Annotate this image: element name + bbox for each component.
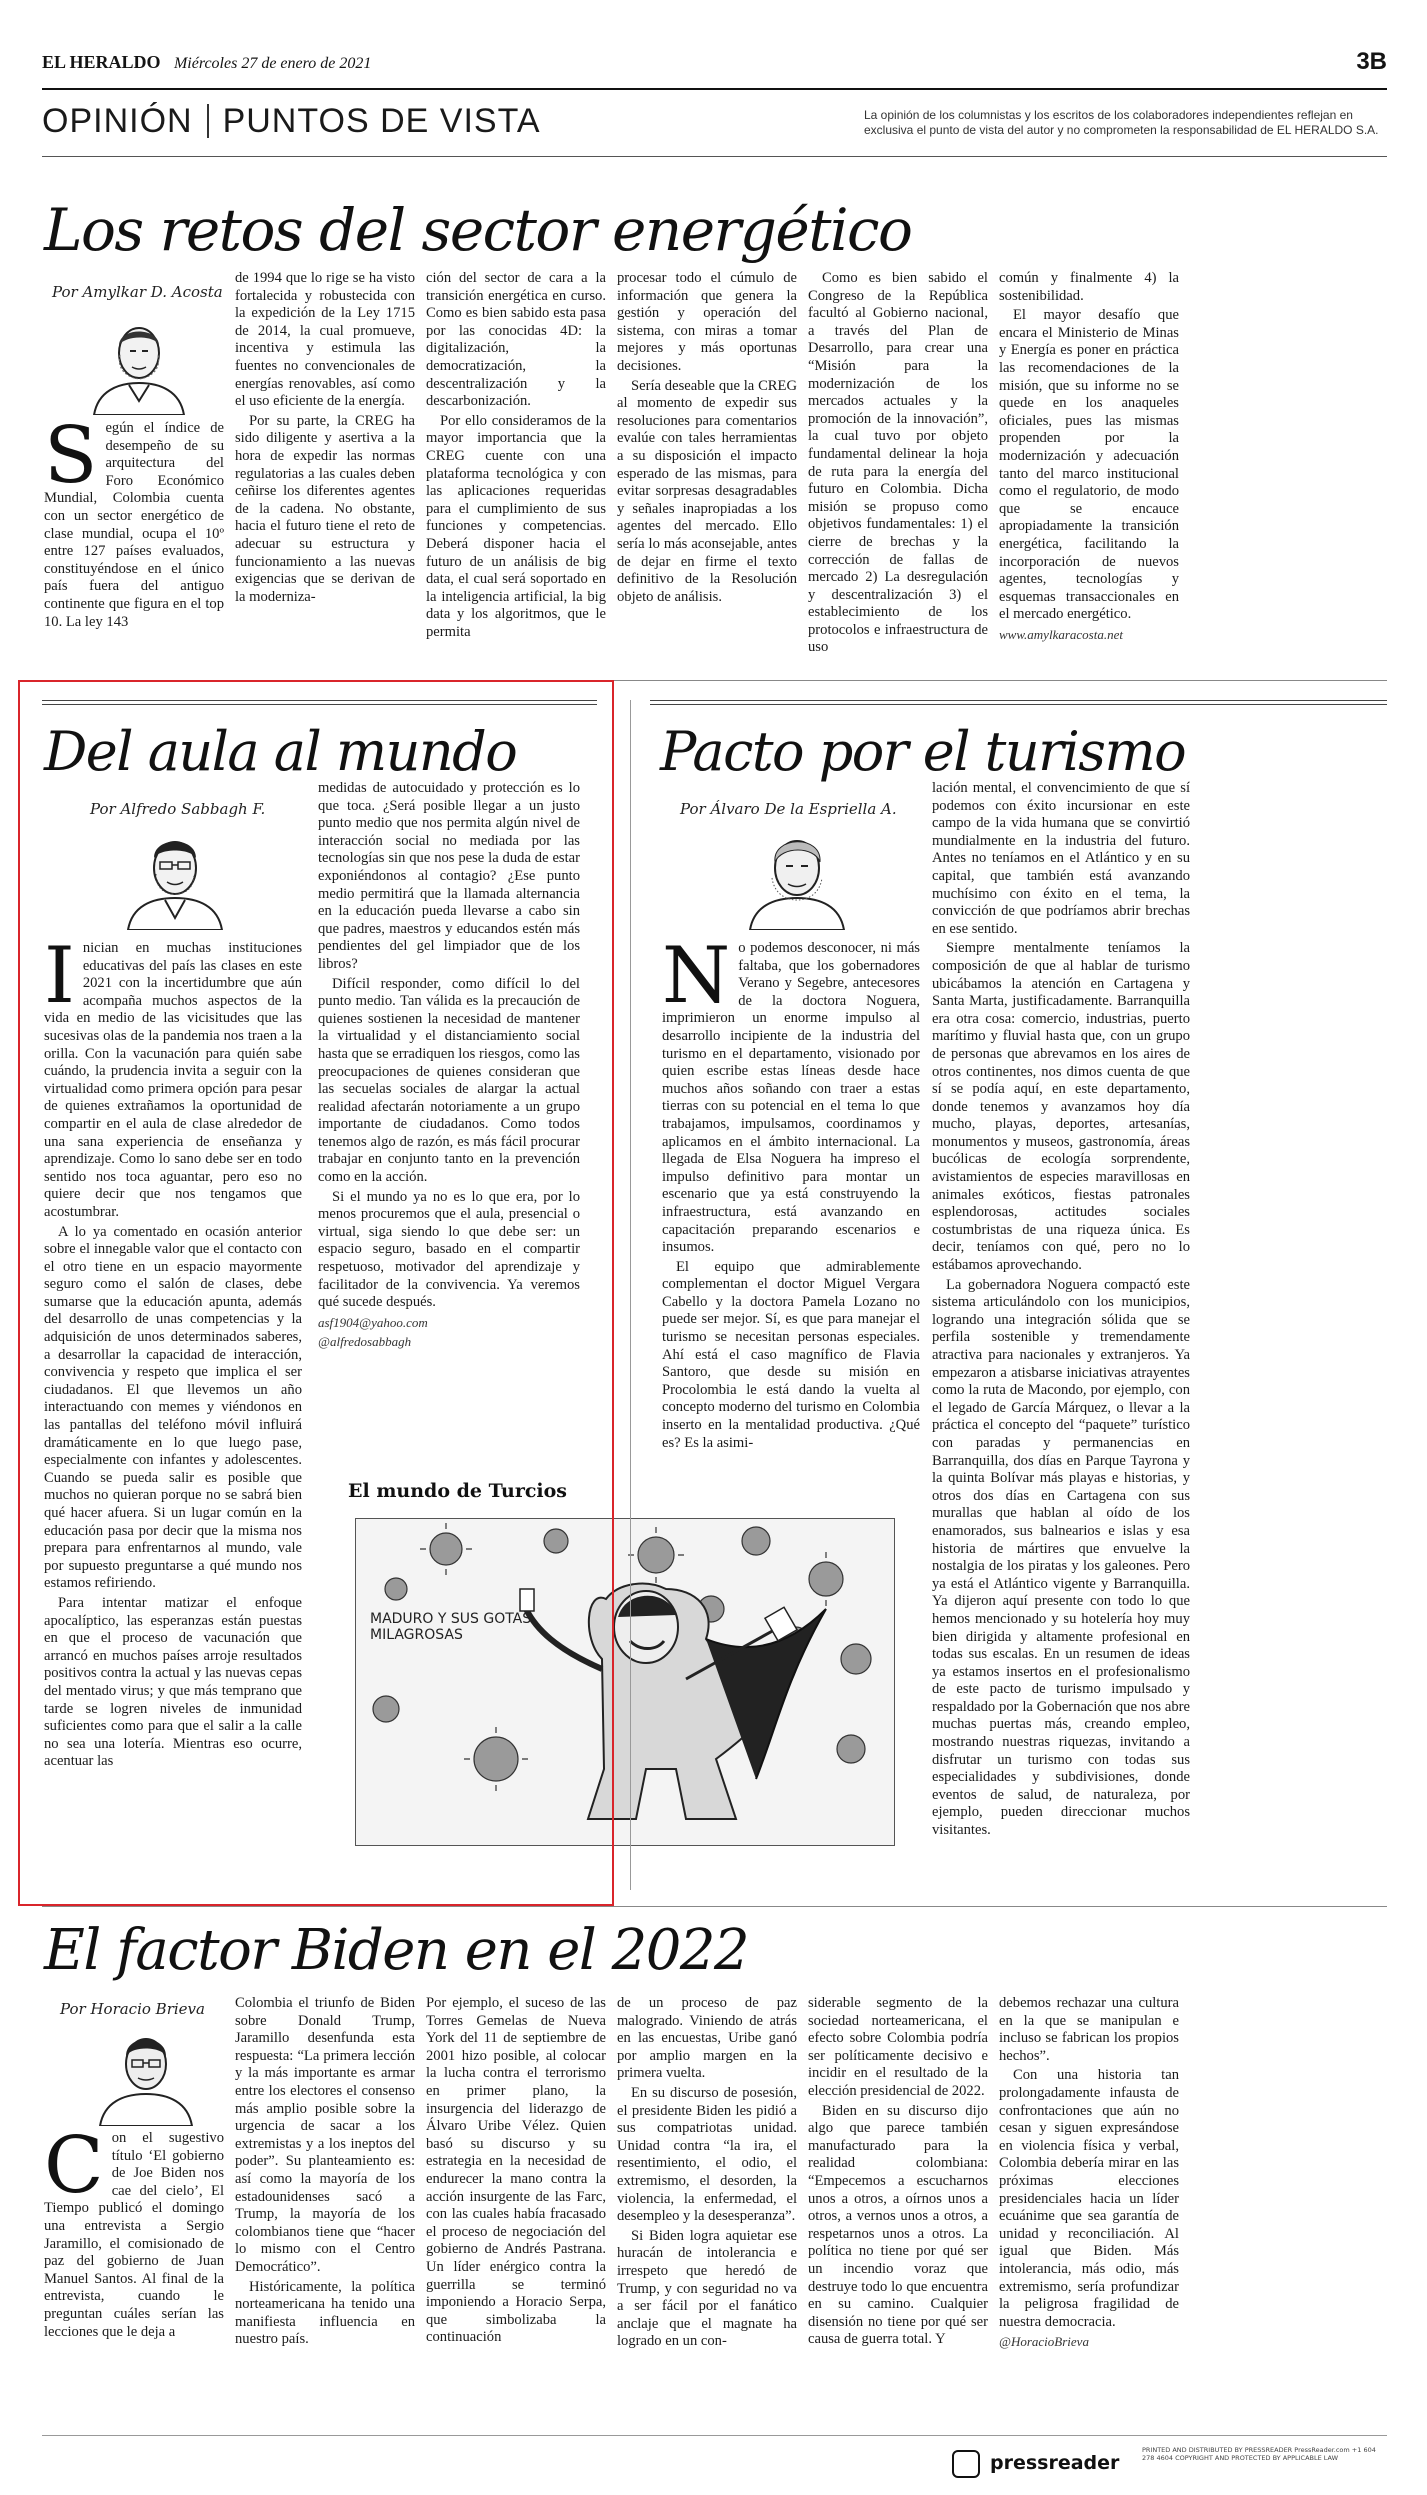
article1-paragraph: Como es bien sabido el Congreso de la República facultó al Gobierno nacional, a través del Plan de Desarrollo, para crear una “Misión para la modernización de los mercados actuales y la promoción de la innovación”, la cual tuvo por objeto fundamental delinear la hoja de ruta para la energía del futuro en Colombia. Dicha misión se propuso como objetivos fundamentales: 1) el cierre de brechas y la corrección de fallas de mercado 2) La desregulación y descentralización 3) el establecimiento de los protocolos e infraestructura de uso <box>808 270 988 656</box>
section-bar <box>42 102 541 146</box>
article1-paragraph: procesar todo el cúmulo de información que genera la gestión y operación del sistema, con miras a tomar mejores y más oportunas decisiones. <box>617 270 797 374</box>
article4-column-6 <box>999 1995 1179 2425</box>
article1-column-2 <box>235 270 415 660</box>
row-divider-2 <box>42 1906 1387 1907</box>
article3-column-2 <box>932 780 1190 1890</box>
article3-top-rule <box>650 700 1387 705</box>
article2-paragraph: Para intentar matizar el enfoque apocalíptico, las esperanzas están puestas en que el proceso de vacunación que arrancó en muchos países arroje resultados positivos contra la actual y las nuevas cepas del mentado virus; y que más temprano que tarde se logren niveles de inmunidad suficientes como para que el salir a la calle no sea una lotería. Mientras eso ocurre, acentuar las <box>44 1594 302 1770</box>
article4-column-2 <box>235 1995 415 2425</box>
article4-signature: @HoracioBrieva <box>999 2334 1089 2350</box>
article4-paragraph: Históricamente, la política norteamericana ha tenido una manifiesta influencia en nuestro país. <box>235 2278 415 2348</box>
article1-byline: Por Amylkar D. Acosta <box>52 283 223 301</box>
article2-dropcap: I <box>44 940 75 1021</box>
section-separator <box>207 104 209 138</box>
article4-byline: Por Horacio Brieva <box>60 2000 205 2018</box>
masthead <box>42 48 1387 78</box>
author-portrait-brieva <box>94 2018 198 2126</box>
article1-paragraph: común y finalmente 4) la sostenibilidad. <box>999 270 1179 304</box>
author-portrait-espriella <box>742 818 852 930</box>
article4-text: on el sugestivo título ‘El gobierno de Joe Biden nos cae del cielo’, El Tiempo publicó el domingo una entrevista a Sergio Jaramillo, el comisionado de paz del gobierno de Juan Manuel Santos. Al final de la entrevista, cuando le preguntan cuáles serían las lecciones que le deja a <box>44 2130 224 2340</box>
article4-paragraph: Biden en su discurso dijo algo que parece también manufacturado para la realidad colombiana: “Empecemos a escucharnos unos a otros, a oírnos unos a otros, a vernos unos a otros, a respetarnos unos a otros. La política no tiene por qué ser un incendio voraz que destruye todo lo que encuentra en su camino. Cualquier disensión no tiene por qué ser causa de guerra total. Y <box>808 2102 988 2348</box>
article4-dropcap: C <box>44 2130 104 2211</box>
article4-paragraph: debemos rechazar una cultura en la que se manipulan e incluso se fabrican los propios hechos”. <box>999 1995 1179 2064</box>
article1-column-4 <box>617 270 797 660</box>
article1-dropcap: S <box>44 420 98 501</box>
article2-paragraph: A lo ya comentado en ocasión anterior sobre el innegable valor que el contacto con el otro tiene en un espacio mayormente seguro como el salón de clases, debe sumarse que la educación apunta, además del desarrollo de unas competencias y la adquisición de unos determinados saberes, a desarrollar la capacidad de interacción, convivencia y respeto que implica el ser ciudadanos. El que llevemos un año interactuando con memes y viéndonos en las pantallas del teléfono móvil influirá dramáticamente en lo que luego pase, especialmente con infantes y adolescentes. Cuando se pueda salir es posible que muchos no quieran porque no se sabrá bien qué hacer afuera. Si un lugar común en la educación pasa por decir que la misma nos prepara para enfrentarnos al mundo, vale por supuesto preguntarse a qué mundo nos estamos refiriendo. <box>44 1223 302 1592</box>
article1-column-6 <box>999 270 1179 660</box>
article3-paragraph: Siempre mentalmente teníamos la composición de que al hablar de turismo ubicábamos la atención en Cartagena y Santa Marta, justificadamente. Barranquilla era otra cosa: comercio, industrias, puerto marítimo y fluvial hasta que, con un grupo de personas que abrevamos en los aires de otros continentes, nos dimos cuenta de que sí se podía aquí, en este departamento, donde tenemos y avanzamos hoy día mucho, playas, deportes, artesanías, monumentos y museos, gastronomía, áreas bucólicas de ecología sorprendente, avistamientos de especies maravillosas en animales exóticos, fiestas patronales esplendorosas, actitudes sociales costumbristas de una riqueza única. Es decir, teníamos con qué, pero no lo estábamos aprovechando. <box>932 940 1190 1274</box>
article1-paragraph: ción del sector de cara a la transición energética en curso. Como es bien sabido esta pasa por las conocidas 4D: la digitalización, la democratización, la descentralización y la descarbonización. <box>426 270 606 410</box>
article4-column-1 <box>44 2130 224 2425</box>
highlight-box <box>18 680 614 1906</box>
article2-text: nician en muchas instituciones educativas del país las clases en este 2021 con la incertidumbre que aún acompaña muchos aspectos de la vida en medio de las vicisitudes que las sucesivas olas de la pandemia nos traen a la orilla. Con la vacunación para quién sabe cuándo, la prudencia invita a seguir con la virtualidad como primera opción para pesar de quienes extrañamos la oportunidad de compartir en el aula de clase alrededor de una sana experiencia de enseñanza y aprendizaje. Como lo sano debe ser en todo sentido nos toca aguantar, pero eso no quiere decir que nos tengamos que acostumbrar. <box>44 940 302 1220</box>
article1-column-5 <box>808 270 988 660</box>
article3-paragraph: lación mental, el convencimiento de que sí podemos con éxito incursionar en este campo de la vida humana que se convirtió mundialmente en la industria del futuro. Antes no teníamos en el Atlántico y en su capital, que también está avanzando muchísimo con éxito en el tema, la convicción de que podríamos abrir brechas en ese sentido. <box>932 780 1190 937</box>
issue-date: Miércoles 27 de enero de 2021 <box>173 55 372 72</box>
article4-paragraph: Colombia el triunfo de Biden sobre Donald Trump, Jaramillo desenfunda esta respuesta: “La primera lección y la más importante es armar entre los electores el consenso más amplio posible sobre la urgencia de sacar a los extremistas y a los ineptos del poder”. Su planteamiento es: así como la mayoría de los estadounidenses sacó a Trump, la mayoría de los colombianos tiene que “hacer lo mismo con el Centro Democrático”. <box>235 1995 415 2275</box>
article4-column-5 <box>808 1995 988 2425</box>
cartoon-title: El mundo de Turcios <box>348 1480 567 1502</box>
article1-text: egún el índice de desempeño de su arquitectura del Foro Económico Mundial, Colombia cuenta con un sector energético de clase mundial, ocupa el 10º entre 127 países evaluados, constituyéndose en el único país fuera del antiguo continente que figura en el top 10. La ley 143 <box>44 420 224 630</box>
article2-paragraph: Si el mundo ya no es lo que era, por lo menos procuremos que el aula, presencial o virtual, siga siendo lo que debe ser: un espacio seguro, basado en el compartir respetuoso, motivador del aprendizaje y facilitador de la convivencia. Ya veremos qué sucede después. <box>318 1188 580 1311</box>
article2-byline: Por Alfredo Sabbagh F. <box>90 800 266 818</box>
article2-paragraph: medidas de autocuidado y protección es lo que toca. ¿Será posible llegar a un justo punto medio que nos permita algún nivel de interacción social no mediada por las tecnologías sin que nos pese la duda de estar exponiéndonos al contagio? ¿Ese punto medio permitirá que la llamada alternancia en la educación pueda llevarse a cabo sin que padres, maestros y educandos estén más pendientes del gel limpiador que de los libros? <box>318 780 580 972</box>
article1-paragraph: Por su parte, la CREG ha sido diligente y asertiva a la hora de expedir las normas regulatorias a las cuales deben ceñirse los diferentes agentes de la cadena. No obstante, hacia el futuro tiene el reto de adecuar su estructura y funcionamiento a las nuevas exigencias que se derivan de la moderniza- <box>235 412 415 605</box>
article1-column-1 <box>44 420 224 660</box>
editorial-disclaimer: La opinión de los columnistas y los escritos de los colaboradores independientes reflejan en exclusiva el punto de vista del autor y no comprometen la responsabilidad de EL HERALDO S.A. <box>864 108 1379 137</box>
article4-column-4 <box>617 1995 797 2425</box>
article1-paragraph: Por ello consideramos de la mayor importancia que la CREG cuente con una plataforma tecnológica y con las aplicaciones requeridas para el cumplimiento de sus funciones y competencias. Deberá disponer hacia el futuro de un análisis de big data, el cual será soportado en la inteligencia artificial, la big data y los algoritmos, que le permita <box>426 412 606 640</box>
article1-paragraph: Sería deseable que la CREG al momento de expedir sus resoluciones para comentarios evalúe con tales herramientas a su disposición el impacto esperado de las mismas, para evitar sorpresas desagradables y señales inapropiadas a los agentes del mercado. Ello sería lo más aconsejable, antes de dejar en firme el texto definitivo de la Resolución objeto de análisis. <box>617 377 797 605</box>
pressreader-logo-icon <box>952 2450 980 2478</box>
section-name: OPINIÓN <box>42 102 193 140</box>
article1-paragraph: El mayor desafío que encara el Ministerio de Minas y Energía es poner en práctica las recomendaciones de la misión, que su informe no se quede en los anaqueles oficiales, pues las mismas propenden por la modernización y adecuación tanto del marco institucional como el regulatorio, de modo que se encauce apropiadamente la transición energética, facilitando la incorporación de nuevos agentes, tecnologías y esquemas transaccionales en el mercado energético. <box>999 307 1179 623</box>
column-divider <box>630 700 631 1890</box>
article4-paragraph: En su discurso de posesión, el presidente Biden les pidió a sus compatriotas unidad. Unidad contra “la ira, el resentimiento, el odio, el extremismo, el desorden, la violencia, la enfermedad, el desempleo y la desesperanza”. <box>617 2084 797 2225</box>
article2-signature-email: asf1904@yahoo.com <box>318 1314 428 1330</box>
article1-headline: Los retos del sector energético <box>44 196 912 264</box>
article4-paragraph: Por ejemplo, el suceso de las Torres Gemelas de Nueva York del 11 de septiembre de 2001 hizo posible, al colocar la lucha contra el terrorismo en primer plano, la insurgencia del liderazgo de Álvaro Uribe Vélez. Quien basó su discurso y su estrategia en la necesidad de endurecer la mano contra la acción insurgente de las Farc, con las cuales había fracasado el proceso de negociación del gobierno de Andrés Pastrana. Un líder enérgico contra la guerrilla se terminó imponiendo a Horacio Serpa, que simbolizaba la continuación <box>426 1995 606 2346</box>
page-number: 3B <box>1356 48 1387 75</box>
article4-paragraph: de un proceso de paz malogrado. Viniendo de atrás en las encuestas, Uribe ganó por amplio margen en la primera vuelta. <box>617 1995 797 2082</box>
article4-paragraph: siderable segmento de la sociedad norteamericana, el efecto sobre Colombia podría ser políticamente decisivo e incidir en el resultado de la elección presidencial de 2022. <box>808 1995 988 2099</box>
article3-text: o podemos desconocer, ni más faltaba, que los gobernadores Verano y Segebre, antecesores de la doctora Noguera, imprimieron un enorme impulso al desarrollo incipiente de la industria del turismo en el departamento, visionado por quien escribe estas líneas desde hace muchos años soñando con traer a estas tierras con su potencial en el tema lo que trabajamos, impulsamos, coordinamos y aplicamos en el ámbito internacional. La llegada de Elsa Noguera ha impreso el impulso definitivo para montar un escenario que ya está construyendo la infraestructura, está avanzando en capacitación preparando escenarios e insumos. <box>662 940 920 1256</box>
article4-paragraph: Si Biden logra aquietar ese huracán de intolerancia e irrespeto que heredó de Trump, y con seguridad no va a ser fácil por el fanático anclaje que el magnate ha logrado en un con- <box>617 2227 797 2350</box>
article1-column-3 <box>426 270 606 660</box>
publication-name: EL HERALDO <box>42 52 161 72</box>
article3-headline: Pacto por el turismo <box>660 720 1186 783</box>
footer-rule <box>42 2435 1387 2436</box>
article4-column-3 <box>426 1995 606 2425</box>
subsection-name: PUNTOS DE VISTA <box>222 102 541 140</box>
article3-dropcap: N <box>662 940 731 1021</box>
article4-headline: El factor Biden en el 2022 <box>44 1918 749 1983</box>
article1-paragraph: de 1994 que lo rige se ha visto fortalecida y robustecida con la expedición de la Ley 1715 de 2014, la cual promueve, incentiva y estimula las fuentes no convencionales de energías renovables, así como el uso eficiente de la energía. <box>235 270 415 410</box>
article2-signature-handle: @alfredosabbagh <box>318 1334 412 1350</box>
article2-paragraph: Difícil responder, como difícil lo del punto medio. Tan válida es la precaución de quienes sostienen la necesidad de mantener la virtualidad y el distanciamiento social hasta que se erradiquen los riesgos, como las preocupaciones de quienes consideran que las secuelas sociales de alargar la actual realidad afectarán notoriamente a un grupo importante de ciudadanos. Como todos tenemos algo de razón, es más fácil procurar trabajar en conjunto tanto en la prevención como en la acción. <box>318 975 580 1186</box>
article1-signature: www.amylkaracosta.net <box>999 626 1123 642</box>
masthead-rule <box>42 88 1387 90</box>
article2-headline: Del aula al mundo <box>44 720 517 783</box>
cartoon-caption: MADURO Y SUS GOTAS MILAGROSAS <box>370 1611 532 1643</box>
section-rule <box>42 156 1387 157</box>
article3-byline: Por Álvaro De la Espriella A. <box>680 800 897 818</box>
pressreader-brand: pressreader <box>990 2452 1120 2474</box>
article3-column-1 <box>662 940 920 1885</box>
article4-paragraph: Con una historia tan prolongadamente infausta de confrontaciones que aún no cesan y siguen expresándose en violencia física y verbal, Colombia debería mirar en las próximas elecciones presidenciales hacia un líder ecuánime que sea garantía de unidad y reconciliación. Al igual que Biden. Más intolerancia, más odio, más extremismo, sería profundizar la peligrosa fragilidad de nuestra democracia. <box>999 2067 1179 2330</box>
author-portrait-acosta <box>84 305 194 415</box>
article3-paragraph: El equipo que admirablemente complementan el doctor Miguel Vergara Cabello y la doctora Pamela Lozano no puede ser mejor. Sí, es que para manejar el turismo se necesitan personas especiales. Ahí está el caso magnífico de Flavia Santoro, que desde su misión en Procolombia le está dando la vuelta al concepto moderno del turismo en Colombia inserto en la mentalidad productiva. ¿Qué es? Es la asimi- <box>662 1258 920 1451</box>
pressreader-fine-print: PRINTED AND DISTRIBUTED BY PRESSREADER PressReader.com +1 604 278 4604 COPYRIGHT AND PROTECTED BY APPLICABLE LAW <box>1142 2446 1376 2462</box>
article3-paragraph: La gobernadora Noguera compactó este sistema articulándolo con los municipios, logrando una integración sólida que se perfila sostenible y tremendamente atractiva para nacionales y extranjeros. Ya empezaron a atisbarse iniciativas atrayentes como la ruta de Macondo, por ejemplo, con el legado de García Márquez, o llevar a la práctica el concepto del “paquete” turístico con paradas y permanencias en Barranquilla, dos días en Parque Tayrona y la quinta Bolívar más playas e historias, y otros dos días en Cartagena con sus murallas que hablan al oído de los enamorados, sus balnearios e islas y esa historia de mártires que envuelve la nostalgia de los piratas y los galeones. Pero ya está el Atlántico vigente y Barranquilla. Ya dijeron aquí presente con todo lo que hemos mencionado y su hotelería hoy muy bien dirigida y altamente profesional en todas sus escalas. En un resumen de ideas ya estamos insertos en el profesionalismo de este pacto de turismo impulsado y respaldado por la Gobernación que nos abre muchas puertas más, creando empleo, mostrando nuestras riquezas, invitando a disfrutar un turismo con todas sus especialidades y subdivisiones, donde eventos de salud, de naturaleza, por ejemplo, pueden direccionar muchos visitantes. <box>932 1276 1190 1839</box>
